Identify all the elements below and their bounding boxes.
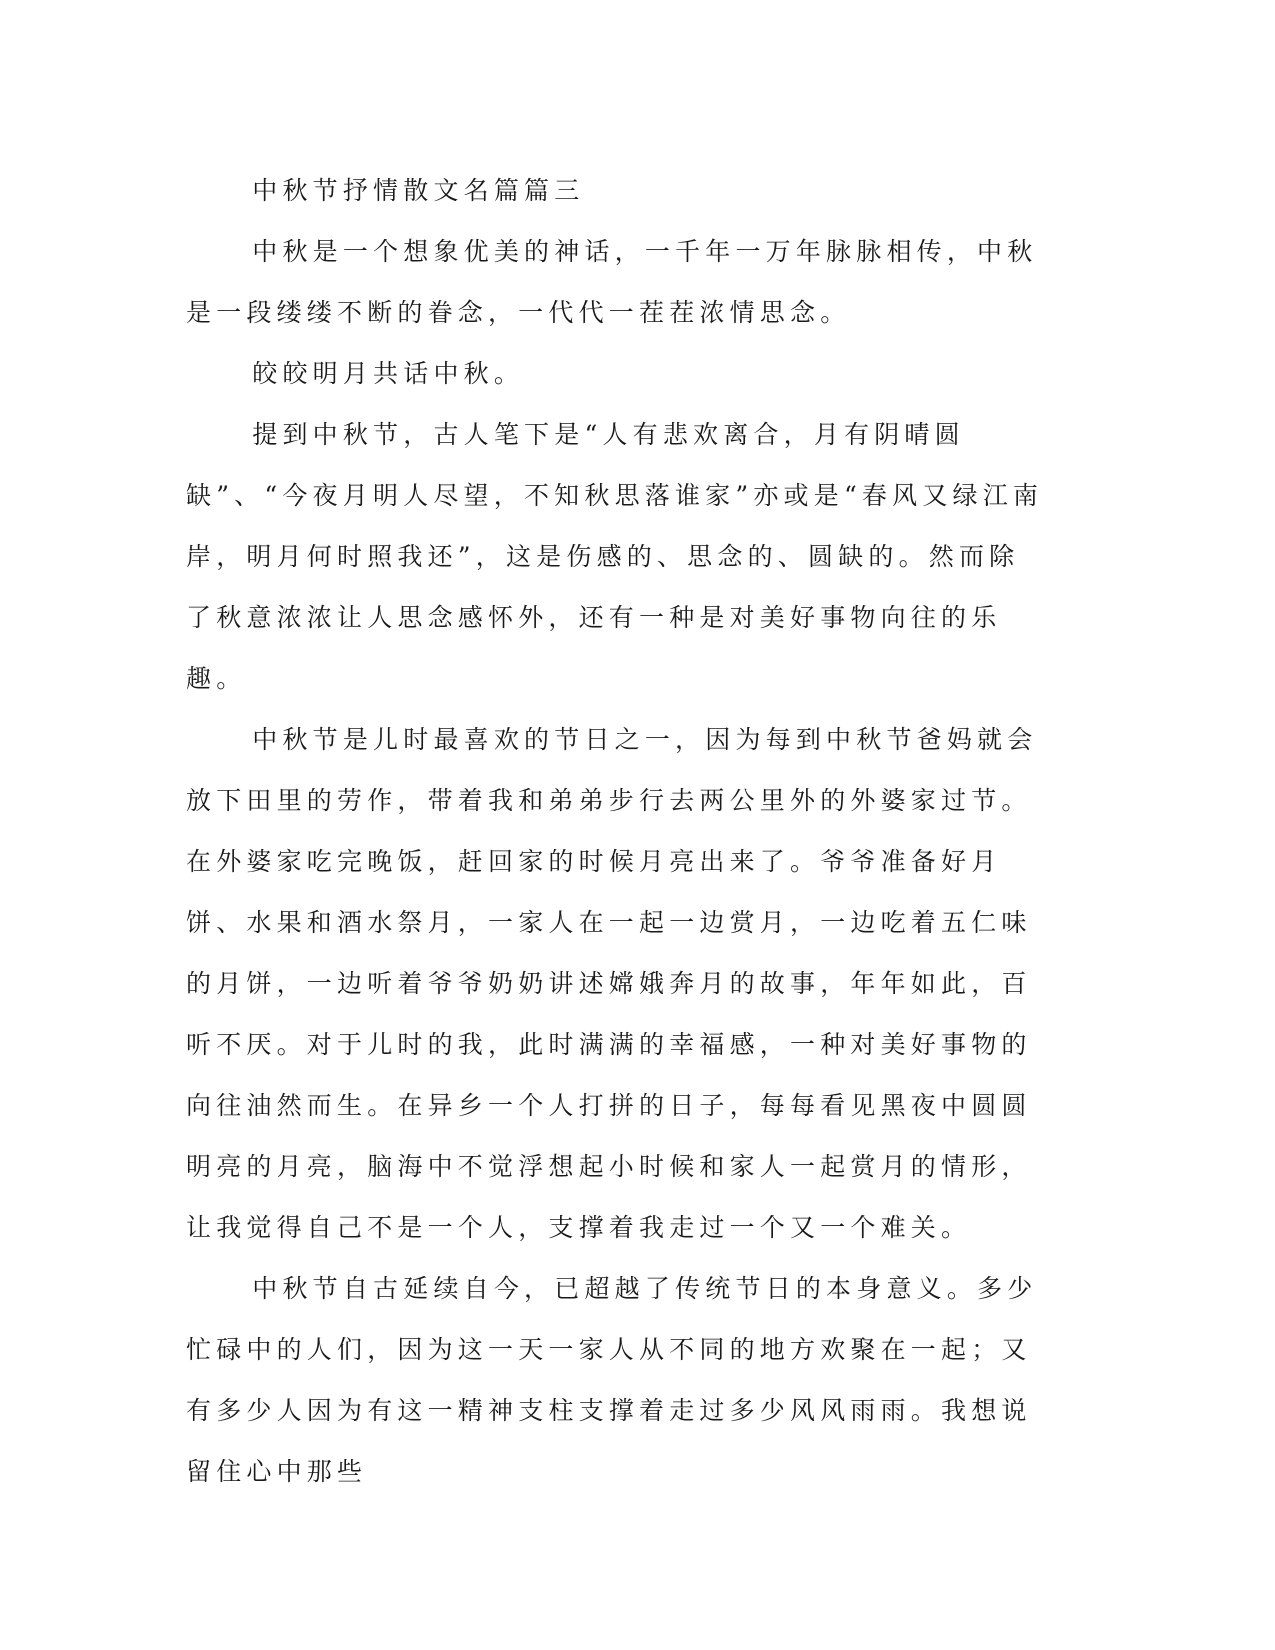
paragraph: 提到中秋节，古人笔下是“人有悲欢离合，月有阴晴圆缺”、“今夜月明人尽望，不知秋思落谁家”亦或是“春风又绿江南岸，明月何时照我还”，这是伤感的、思念的、圆缺的。然而除了秋意浓浓让人思念感怀外，还有一种是对美好事物向往的乐趣。 <box>186 420 1044 693</box>
document-title: 中秋节抒情散文名篇篇三 <box>252 176 585 205</box>
paragraph: 中秋节自古延续自今，已超越了传统节日的本身意义。多少忙碌中的人们，因为这一天一家人从不同的地方欢聚在一起；又有多少人因为有这一精神支柱支撑着走过多少风风雨雨。我想说留住心中那些 <box>186 1274 1038 1486</box>
paragraph: 皎皎明月共话中秋。 <box>252 359 525 388</box>
paragraph: 中秋是一个想象优美的神话，一千年一万年脉脉相传，中秋是一段缕缕不断的眷念，一代代一茬茬浓情思念。 <box>186 237 1038 327</box>
paragraph: 中秋节是儿时最喜欢的节日之一，因为每到中秋节爸妈就会放下田里的劳作，带着我和弟弟步行去两公里外的外婆家过节。在外婆家吃完晚饭，赶回家的时候月亮出来了。爷爷准备好月饼、水果和酒水祭月，一家人在一起一边赏月，一边吃着五仁味的月饼，一边听着爷爷奶奶讲述嫦娥奔月的故事，年年如此，百听不厌。对于儿时的我，此时满满的幸福感，一种对美好事物的向往油然而生。在异乡一个人打拼的日子，每每看见黑夜中圆圆明亮的月亮，脑海中不觉浮想起小时候和家人一起赏月的情形，让我觉得自己不是一个人，支撑着我走过一个又一个难关。 <box>186 725 1038 1242</box>
document-body <box>186 160 1046 1502</box>
